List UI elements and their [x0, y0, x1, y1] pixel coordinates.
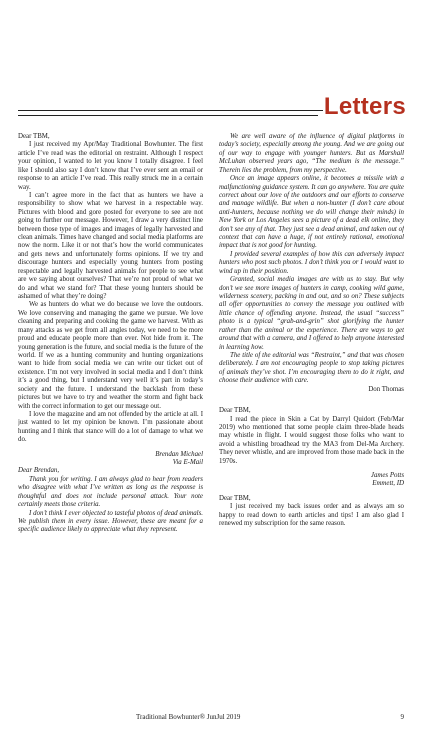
reply-paragraph: I provided several examples of how this can adversely impact hunters who post such photos. I don’t think you or I would want to wind up in their position. — [219, 250, 404, 275]
right-column — [219, 133, 404, 701]
page-number: 9 — [400, 713, 404, 721]
letter-signature-name: Brendan Michael — [155, 450, 203, 458]
letter-paragraph: I love the magazine and am not offended by the article at all. I just wanted to let my opinion be known. I’m passionate about hunting and I think that stance will do a lot of damage to what we do. — [18, 410, 203, 444]
reply-paragraph: Once an image appears online, it becomes a missile with a malfunctioning guidance system. It can go anywhere. You are quite correct about our love of the outdoors and our efforts to conserve and manage wildlife. But when a non-hunter (I don’t care about anti-hunters, because nothing we do will change their minds) in New York or Los Angeles sees a picture of a dead elk online, they don’t see any of that. They just see a dead animal, and taken out of context that can have a huge, if not entirely rational, emotional impact that is not good for hunting. — [219, 175, 404, 250]
reply-salutation: Dear Brendan, — [18, 467, 60, 475]
letter-paragraph: I just received my Apr/May Traditional Bowhunter. The first article I’ve read was the editorial on restraint. Although I respect your opinion, I wanted to let you know I totally disagree. I feel like I should also say I don’t know that I’ve ever sent an email or response to an article I’ve read. This really struck me in a certain way. — [18, 141, 203, 191]
reply-signature: Don Thomas — [368, 385, 404, 393]
reply-paragraph: The title of the editorial was “Restraint,” and that was chosen deliberately. I am not encouraging people to stop taking pictures of animals they’ve shot. I’m encouraging them to do it right, and choose their audience with care. — [219, 351, 404, 385]
left-column — [18, 133, 203, 701]
letter-salutation: Dear TBM, — [18, 133, 50, 140]
header-rule-bottom — [18, 115, 318, 116]
page-footer — [18, 712, 404, 722]
letter2-salutation: Dear TBM, — [219, 407, 251, 415]
letter2-paragraph: I read the piece in Skin a Cat by Darryl Quidort (Feb/Mar 2019) who mentioned that some people claim three-blade heads may whistle in flight. I would suggest those folks who want to avoid a whistling broadhead try the MA3 from Del-Ma Archery. They never whistle, and are improved from those made back in the 1970s. — [219, 415, 404, 465]
letter2-signature-name: James Potts — [370, 472, 404, 480]
article-columns — [18, 133, 404, 701]
letter2-signature-place: Emmett, ID — [372, 480, 404, 488]
reply-paragraph: Thank you for writing. I am always glad to hear from readers who disagree with what I’ve written as long as the response is thoughtful and does not include personal attack. Your note certainly meets those criteria. — [18, 475, 203, 509]
section-title: Letters — [323, 93, 406, 120]
letter-paragraph: We as hunters do what we do because we love the outdoors. We love conserving and managing the game we pursue. We love cleaning and preparing and cooking the game we harvest. With as many attacks as we get from all angles today, we need to be more proud and educate people more than ever. Not hide from it. The young generation is the future, and social media is the future of the world. If we as a hunting community and hunting organizations want to hide from social media we can write our ticket out of existence. I’m not very involved in social media and I don’t think it’s a good thing, but I understand very well it’s part in today’s society and the future. I understand the backlash from these pictures but we have to try and weather the storm and fight back with the correct information to get our message out. — [18, 301, 203, 410]
page-header — [0, 0, 422, 128]
footer-publication: Traditional Bowhunter® JunJul 2019 — [136, 713, 241, 721]
letter-signature-via: Via E-Mail — [172, 459, 203, 467]
header-rule-top — [18, 110, 323, 111]
reply-paragraph: We are well aware of the influence of digital platforms in today’s society, especially among the young. And we are going out of our way to engage with younger hunters. But as Marshall McLuhan observed years ago, “The medium is the message.” Therein lies the problem, from my perspective. — [219, 133, 404, 174]
reply-paragraph: I don’t think I ever objected to tasteful photos of dead animals. We publish them in every issue. However, these are meant for a specific audience likely to appreciate what they represent. — [18, 509, 203, 534]
letter3-salutation: Dear TBM, — [219, 494, 251, 502]
letter3-paragraph: I just received my back issues order and as always am so happy to read down to earth articles and tips! I am also glad I renewed my subscription for the same reason. — [219, 503, 404, 528]
letter-paragraph: I can’t agree more in the fact that as hunters we have a responsibility to show what we harvest in a respectable way. Pictures with blood and gore posted for everyone to see are not going to further our message. However, I draw a very distinct line between those type of images and images of legally harvested and clean animals. Times have changed and social media platforms are now the norm. Like it or not that’s how the world communicates and gets news and unfortunately forms opinions. If we try and discourage hunters and especially young hunters from posting respectable and legally harvested animals for people to see what are we saying about ourselves? That we’re not proud of what we do and what we stand for? That these young hunters should be ashamed of what they’re doing? — [18, 191, 203, 301]
reply-paragraph: Granted, social media images are with us to stay. But why don’t we see more images of hunters in camp, cooking wild game, wilderness scenery, packing in and out, and so on? These subjects all offer opportunities to convey the message you outlined with little chance of offending anyone. Instead, the usual “success” photo is a typical “grab-and-grin” shot glorifying the hunter rather than the animal or the experience. There are ways to get around that with a camera, and I offered to help anyone interested in learning how. — [219, 276, 404, 351]
